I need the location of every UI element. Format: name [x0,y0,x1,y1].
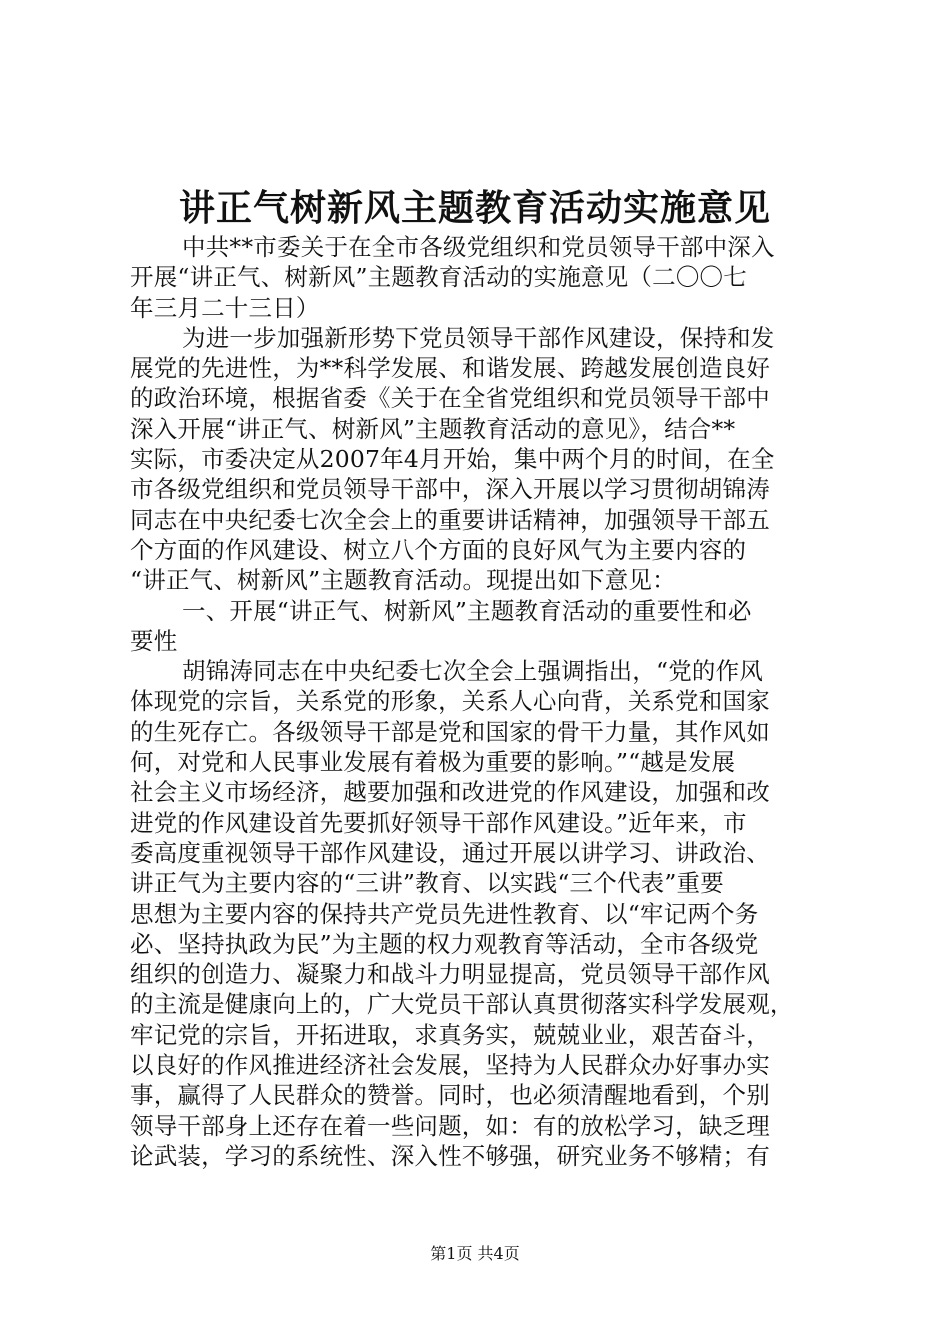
paragraph-line: 体现党的宗旨，关系党的形象，关系人心向背，关系党和国家 [130,687,770,716]
section-heading-line: 一、开展“讲正气、树新风”主题教育活动的重要性和必 [182,596,752,625]
paragraph-line: 必、坚持执政为民”为主题的权力观教育等活动，全市各级党 [130,929,759,958]
paragraph-line: 论武装，学习的系统性、深入性不够强，研究业务不够精；有 [130,1141,770,1170]
paragraph-line: 市各级党组织和党员领导干部中，深入开展以学习贯彻胡锦涛 [130,475,770,504]
paragraph-line: 同志在中央纪委七次全会上的重要讲话精神，加强领导干部五 [130,505,770,534]
paragraph-line: 牢记党的宗旨，开拓进取，求真务实，兢兢业业，艰苦奋斗， [130,1020,770,1049]
paragraph-line: 实际，市委决定从2007年4月开始，集中两个月的时间，在全 [130,445,775,474]
paragraph-line: 何，对党和人民事业发展有着极为重要的影响。”“越是发展 [130,748,736,777]
paragraph-line: “讲正气、树新风”主题教育活动。现提出如下意见： [130,566,676,595]
paragraph-line: 委高度重视领导干部作风建设，通过开展以讲学习、讲政治、 [130,838,770,867]
paragraph-line: 展党的先进性，为**科学发展、和谐发展、跨越发展创造良好 [130,354,771,383]
section-heading-line: 要性 [130,626,178,655]
document-title: 讲正气树新风主题教育活动实施意见 [178,187,771,229]
paragraph-line: 思想为主要内容的保持共产党员先进性教育、以“牢记两个务 [130,899,759,928]
page-number-footer: 第1页 共4页 [430,1244,520,1263]
paragraph-line: 中共**市委关于在全市各级党组织和党员领导干部中深入 [182,233,775,261]
paragraph-line: 胡锦涛同志在中央纪委七次全会上强调指出，“党的作风 [182,657,764,686]
paragraph-line: 年三月二十三日） [130,293,320,322]
paragraph-line: 的政治环境，根据省委《关于在全省党组织和党员领导干部中 [130,384,770,413]
document-body [130,232,835,1171]
paragraph-line: 事，赢得了人民群众的赞誉。同时，也必须清醒地看到，个别 [130,1081,770,1110]
paragraph-line: 社会主义市场经济，越要加强和改进党的作风建设，加强和改 [130,778,770,807]
paragraph-line: 以良好的作风推进经济社会发展，坚持为人民群众办好事办实 [130,1051,770,1080]
paragraph-line: 的主流是健康向上的，广大党员干部认真贯彻落实科学发展观， [130,990,794,1019]
paragraph-line: 的生死存亡。各级领导干部是党和国家的骨干力量，其作风如 [130,717,770,746]
paragraph-line: 个方面的作风建设、树立八个方面的良好风气为主要内容的 [130,535,747,564]
paragraph-line: 开展“讲正气、树新风”主题教育活动的实施意见（二〇〇七 [130,263,747,292]
paragraph-line: 领导干部身上还存在着一些问题，如：有的放松学习，缺乏理 [130,1111,770,1140]
paragraph-line: 讲正气为主要内容的“三讲”教育、以实践“三个代表”重要 [130,869,724,898]
paragraph-line: 为进一步加强新形势下党员领导干部作风建设，保持和发 [182,323,775,352]
paragraph-line: 组织的创造力、凝聚力和战斗力明显提高，党员领导干部作风 [130,960,770,989]
paragraph-line: 深入开展“讲正气、树新风”主题教育活动的意见》，结合** [130,414,736,443]
paragraph-line: 进党的作风建设首先要抓好领导干部作风建设。”近年来，市 [130,808,747,837]
